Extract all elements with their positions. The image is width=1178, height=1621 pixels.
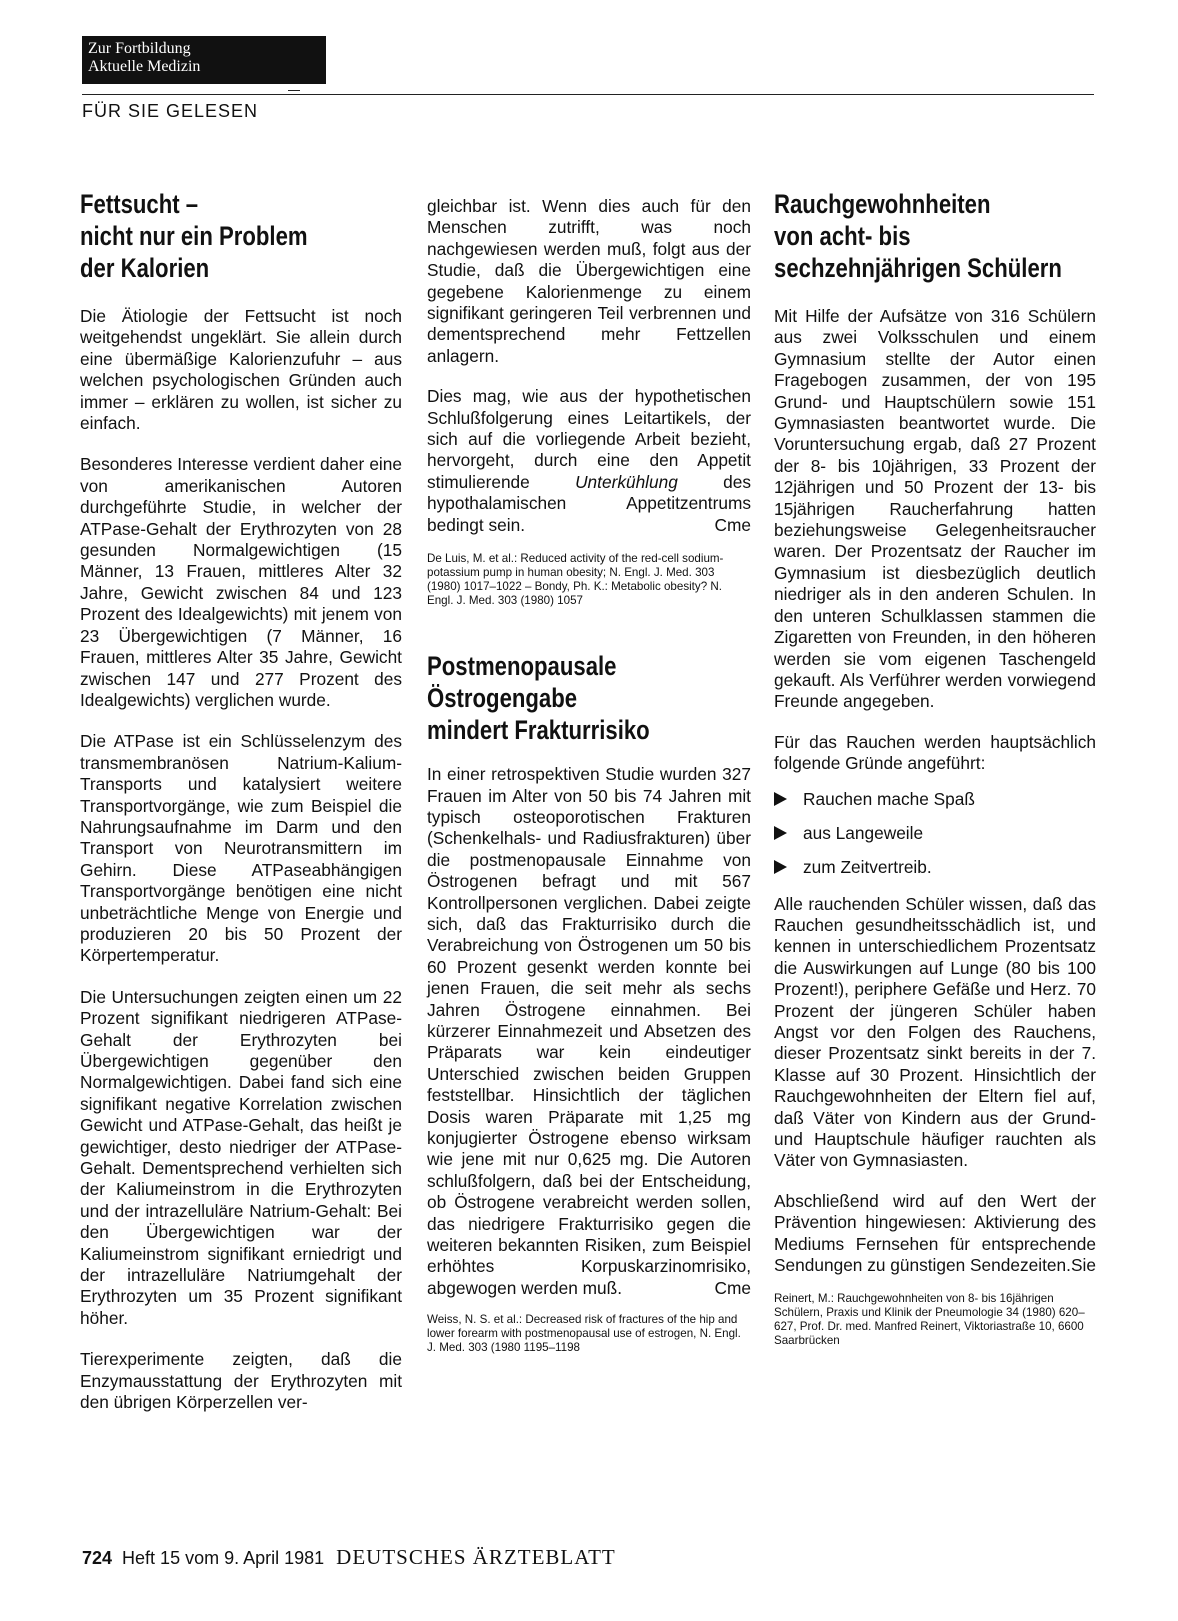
article1-paragraph-5: Tierexperimente zeigten, daß die Enzymausstattung der Erythrozyten mit den übrigen Körperzellen ver-: [80, 1349, 402, 1413]
article3-paragraph-1: Mit Hilfe der Aufsätze von 316 Schülern aus zwei Volksschulen und einem Gymnasium stellte der Autor einen Fragebogen zusammen, der von 195 Grund- und Hauptschülern sowie 151 Gymnasiasten beantwortet wurde. Die Voruntersuchung ergab, daß 27 Prozent der 8- bis 10jährigen, 33 Prozent der 12jährigen und 50 Prozent der 13- bis 15jährigen Raucherfahrung hatten beziehungsweise Gelegenheitsraucher waren. Der Prozentsatz der Raucher im Gymnasium ist diesbezüglich deutlich niedriger als in den anderen Schulen. In den unteren Schulklassen stammen die Zigaretten von Freunden, in den höheren werden sie vom eigenen Taschengeld gekauft. Als Verführer werden vorwiegend Freunde angegeben.: [774, 306, 1096, 712]
triangle-bullet-icon: [774, 826, 787, 840]
journal-name: DEUTSCHES ÄRZTEBLATT: [336, 1545, 616, 1569]
article2-title: Postmenopausale Östrogengabe mindert Frakturrisiko: [427, 651, 650, 746]
article1-reference: De Luis, M. et al.: Reduced activity of the red-cell sodium-potassium pump in human obesity; N. Engl. J. Med. 303 (1980) 1017–1022 – Bondy, Ph. K.: Metabolic obesity? N. Engl. J. Med. 303 (1980) 1057: [427, 552, 724, 608]
article2-signature: Cme: [714, 1277, 751, 1298]
header-rule-tick: [288, 90, 300, 91]
reason-label: Rauchen mache Spaß: [803, 788, 975, 809]
list-item: [774, 789, 1096, 810]
article2-body: [427, 764, 751, 1299]
article1-paragraph-6: gleichbar ist. Wenn dies auch für den Menschen zutrifft, was noch nachgewiesen werden muß, folgt aus der Studie, daß die Übergewichtigen eine gegebene Kalorienmenge zu einem signifikant geringeren Teil verbrennen und dementsprechend mehr Fettzellen anlagern.: [427, 196, 751, 366]
series-label-line1: Zur Fortbildung: [88, 40, 191, 57]
article1-p7-text-b: des hypothalamischen Appetitzentrums bedingt sein.: [427, 471, 751, 535]
header-rule: [82, 94, 1094, 95]
section-label: FÜR SIE GELESEN: [82, 101, 259, 121]
column-1: [80, 188, 402, 1414]
article3-paragraph-2: Für das Rauchen werden hauptsächlich folgende Gründe angeführt:: [774, 731, 1096, 774]
article1-paragraph-1: Die Ätiologie der Fettsucht ist noch weitgehendst ungeklärt. Sie allein durch eine übermäßige Kalorienzufuhr – aus welchen psychologischen Gründen auch immer – erklären zu wollen, ist sicher zu einfach.: [80, 306, 402, 434]
series-label-line2: Aktuelle Medizin: [88, 58, 201, 75]
article1-paragraph-4: Die Untersuchungen zeigten einen um 22 Prozent signifikant niedrigeren ATPase-Gehalt der Erythrozyten bei Übergewichtigen gegenüber den Normalgewichtigen. Dabei fand sich eine signifikant negative Korrelation zwischen Gewicht und ATPase-Gehalt, das heißt je gewichtiger, desto niedriger der ATPase-Gehalt. Dementsprechend verhielten sich der Kaliumeinstrom in die Erythrozyten und der intrazelluläre Natrium-Gehalt: Bei den Übergewichtigen war der Kaliumeinstrom signifikant erniedrigt und der intrazelluläre Natriumgehalt der Erythrozyten um 35 Prozent signifikant höher.: [80, 986, 402, 1328]
reason-label: zum Zeitvertreib.: [803, 856, 932, 877]
article1-signature: Cme: [714, 514, 751, 535]
article1-title: Fettsucht – nicht nur ein Problem der Kalorien: [80, 189, 308, 283]
issue-info: Heft 15 vom 9. April 1981: [122, 1548, 325, 1568]
list-item: [774, 823, 1096, 844]
page-number: 724: [82, 1548, 113, 1568]
list-item: [774, 857, 1096, 878]
triangle-bullet-icon: [774, 860, 787, 874]
article2-reference: Weiss, N. S. et al.: Decreased risk of fractures of the hip and lower forearm with postmenopausal use of estrogen, N. Engl. J. Med. 303 (1980 1195–1198: [427, 1313, 741, 1355]
page-footer: [82, 1545, 616, 1570]
article3-paragraph-3: Alle rauchenden Schüler wissen, daß das Rauchen gesundheitsschädlich ist, und kennen in unterschiedlichem Prozentsatz die Auswirkungen auf Lunge (80 bis 100 Prozent!), periphere Gefäße und Herz. 70 Prozent der jüngeren Schüler haben Angst vor den Folgen des Rauchens, dieser Prozentsatz sinkt bereits in der 7. Klasse auf 30 Prozent. Hinsichtlich der Rauchgewohnheiten der Eltern fiel auf, daß Väter von Kindern aus der Grund- und Hauptschule häufiger rauchten als Väter von Gymnasiasten.: [774, 893, 1096, 1171]
article3-title: Rauchgewohnheiten von acht- bis sechzehnjährigen Schülern: [774, 189, 1062, 283]
article1-p7-emphasis: Unterkühlung: [575, 471, 678, 492]
article1-paragraph-7: [427, 386, 751, 536]
triangle-bullet-icon: [774, 792, 787, 806]
article3-signature: Sie: [1071, 1255, 1096, 1276]
reason-label: aus Langeweile: [803, 822, 924, 843]
article3-p4-text: Abschließend wird auf den Wert der Prävention hingewiesen: Aktivierung des Mediums Fernsehen für entsprechende Sendungen zu günstigen Sendezeiten.: [774, 1190, 1096, 1276]
series-label: [82, 36, 326, 84]
column-2: [427, 196, 751, 1379]
article2-body-text: In einer retrospektiven Studie wurden 327 Frauen im Alter von 50 bis 74 Jahren mit typisch osteoporotischen Frakturen (Schenkelhals- und Radiusfrakturen) über die postmenopausale Einnahme von Östrogenen befragt und mit 567 Kontrollpersonen verglichen. Dabei zeigte sich, daß das Frakturrisiko durch die Verabreichung von Östrogenen um 50 bis 60 Prozent gesenkt werden konnte bei jenen Frauen, die seit mehr als sechs Jahren Östrogene einnahmen. Bei kürzerer Einnahmezeit und Absetzen des Präparats war kein eindeutiger Unterschied zwischen beiden Gruppen feststellbar. Hinsichtlich der täglichen Dosis waren Präparate mit 1,25 mg konjugierter Östrogene ebenso wirksam wie jene mit nur 0,625 mg. Die Autoren schlußfolgern, daß bei der Entscheidung, ob Östrogene verabreicht werden sollen, das niedrigere Frakturrisiko gegen die weiteren bekannten Risiken, zum Beispiel erhöhtes Korpuskarzinomrisiko, abgewogen werden muß.: [427, 764, 751, 1298]
article1-paragraph-2: Besonderes Interesse verdient daher eine von amerikanischen Autoren durchgeführte Studie, in welcher der ATPase-Gehalt der Erythrozyten von 28 gesunden Normalgewichtigen (15 Männer, 13 Frauen, mittleres Alter 32 Jahre, Gewicht zwischen 84 und 123 Prozent des Idealgewichts) mit jenem von 23 Übergewichtigen (7 Männer, 16 Frauen, mittleres Alter 35 Jahre, Gewicht zwischen 147 und 277 Prozent des Idealgewichts) verglichen wurde.: [80, 454, 402, 710]
article3-reference: Reinert, M.: Rauchgewohnheiten von 8- bis 16jährigen Schülern, Praxis und Klinik der Pneumologie 34 (1980) 620–627, Prof. Dr. med. Manfred Reinert, Viktoriastraße 10, 6600 Saarbrücken: [774, 1292, 1085, 1348]
column-3: [774, 188, 1096, 1372]
article1-paragraph-3: Die ATPase ist ein Schlüsselenzym des transmembranösen Natrium-Kalium-Transports und katalysiert weitere Transportvorgänge, wie zum Beispiel die Nahrungsaufnahme im Darm und den Transport von Neurotransmittern im Gehirn. Diese ATPaseabhängigen Transportvorgänge benötigen eine nicht unbeträchtliche Menge von Energie und produzieren 20 bis 50 Prozent der Körpertemperatur.: [80, 731, 402, 966]
reasons-list: [774, 789, 1096, 878]
article1-p7-text-a: Dies mag, wie aus der hypothetischen Schlußfolgerung eines Leitartikels, der sich auf die vorliegende Arbeit bezieht, hervorgeht, durch eine den Appetit stimulierende: [427, 386, 751, 492]
article3-paragraph-4: [774, 1191, 1096, 1277]
